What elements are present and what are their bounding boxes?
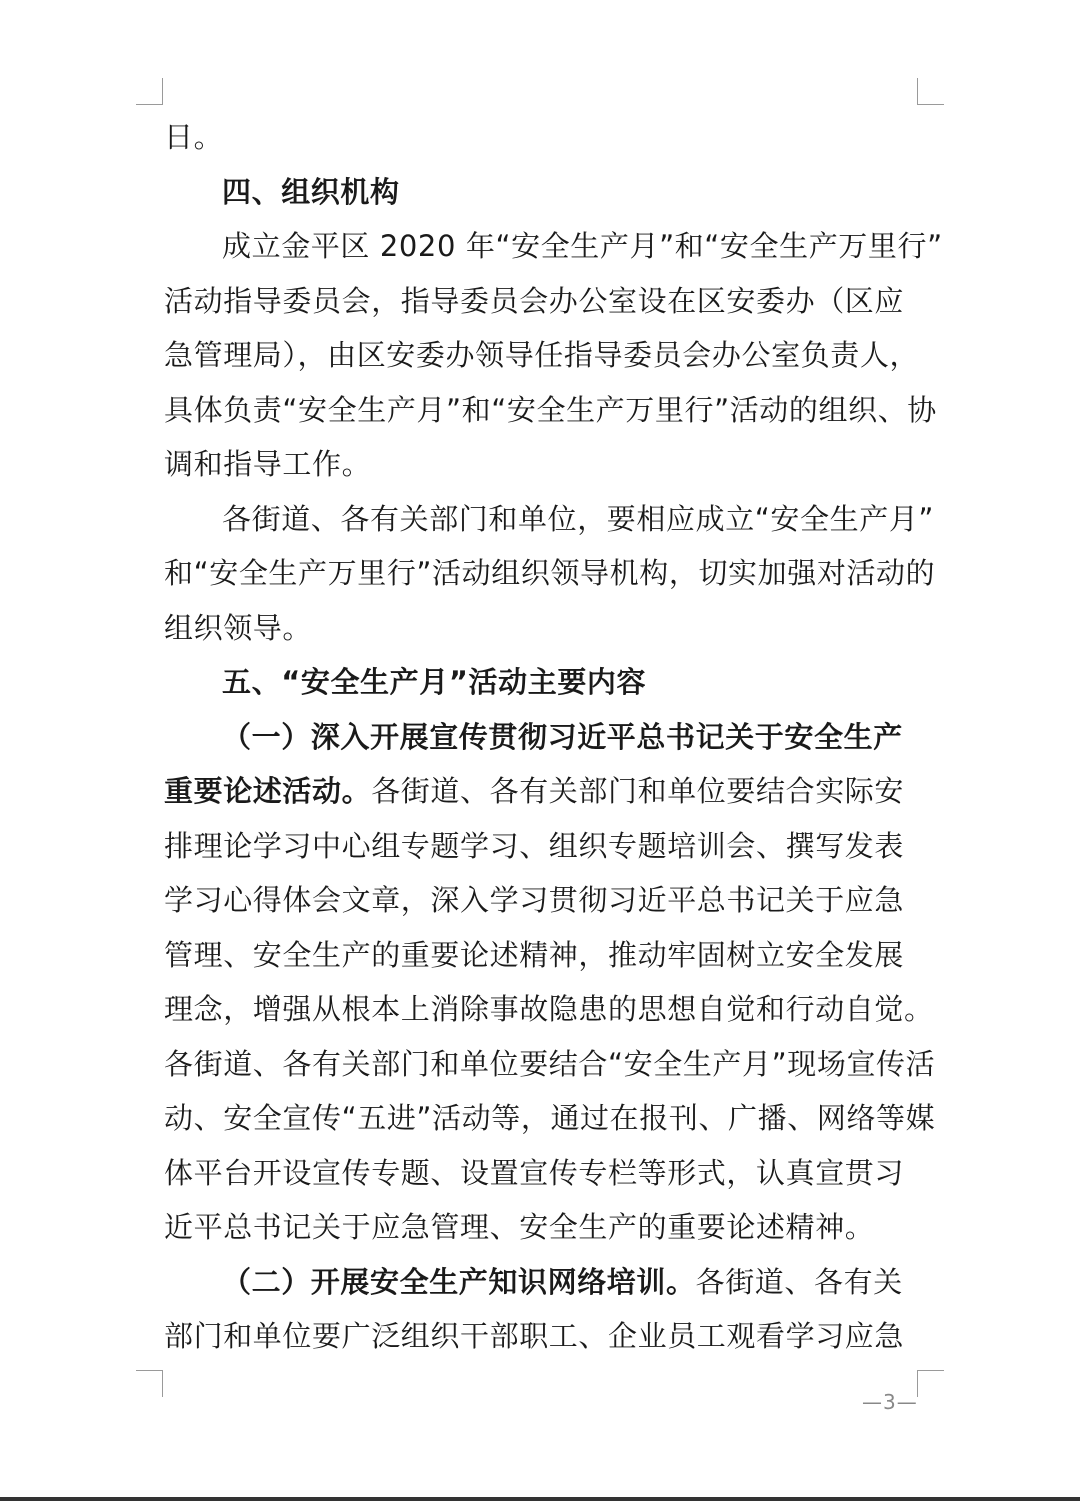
text-line: 急管理局），由区安委办领导任指导委员会办公室负责人， (164, 338, 920, 372)
text-line: 五、“安全生产月”活动主要内容 (222, 665, 647, 699)
text-line: 各街道、各有关部门和单位要结合“安全生产月”现场宣传活 (164, 1046, 936, 1081)
bold-lead: 重要论述活动。 (164, 774, 372, 808)
text-line (164, 1255, 904, 1310)
text-line: 调和指导工作。 (164, 447, 372, 481)
crop-mark-bottom-left (136, 1370, 163, 1397)
text-line: 动、安全宣传“五进”活动等，通过在报刊、广播、网络等媒 (164, 1101, 936, 1135)
text-line: 近平总书记关于应急管理、安全生产的重要论述精神。 (164, 1210, 875, 1244)
text-line: 理念，增强从根本上消除事故隐患的思想自觉和行动自觉。 (164, 992, 934, 1026)
crop-mark-top-left (136, 78, 163, 105)
document-body (164, 110, 943, 1364)
text-line: 排理论学习中心组专题学习、组织专题培训会、撰写发表 (164, 828, 905, 863)
text-line: 日。 (164, 120, 224, 154)
text-line: 四、组织机构 (222, 174, 400, 209)
line-text: 各街道、各有关部门和单位要结合实际安 (371, 774, 905, 808)
text-line: 学习心得体会文章，深入学习贯彻习近平总书记关于应急 (164, 883, 905, 917)
text-line: 体平台开设宣传专题、设置宣传专栏等形式，认真宣贯习 (164, 1155, 905, 1190)
text-line: 成立金平区 2020 年“安全生产月”和“安全生产万里行” (222, 229, 943, 263)
text-line: 各街道、各有关部门和单位，要相应成立“安全生产月” (222, 501, 935, 536)
page-number: —3— (862, 1390, 918, 1414)
text-line: 和“安全生产万里行”活动组织领导机构，切实加强对活动的 (164, 556, 936, 590)
bottom-edge (0, 1497, 1080, 1501)
bold-lead: （二）开展安全生产知识网络培训。 (222, 1264, 696, 1299)
text-line: 管理、安全生产的重要论述精神，推动牢固树立安全发展 (164, 937, 905, 972)
text-line: 具体负责“安全生产月”和“安全生产万里行”活动的组织、协 (164, 392, 937, 427)
text-line: 活动指导委员会，指导委员会办公室设在区安委办（区应 (164, 283, 905, 318)
line-text: 各街道、各有关 (695, 1264, 903, 1299)
text-line: 部门和单位要广泛组织干部职工、企业员工观看学习应急 (164, 1319, 905, 1353)
crop-mark-top-right (917, 78, 944, 105)
text-line: 组织领导。 (164, 610, 313, 645)
text-line (164, 764, 904, 819)
crop-mark-bottom-right (917, 1370, 944, 1397)
text-line: （一）深入开展宣传贯彻习近平总书记关于安全生产 (222, 719, 903, 754)
